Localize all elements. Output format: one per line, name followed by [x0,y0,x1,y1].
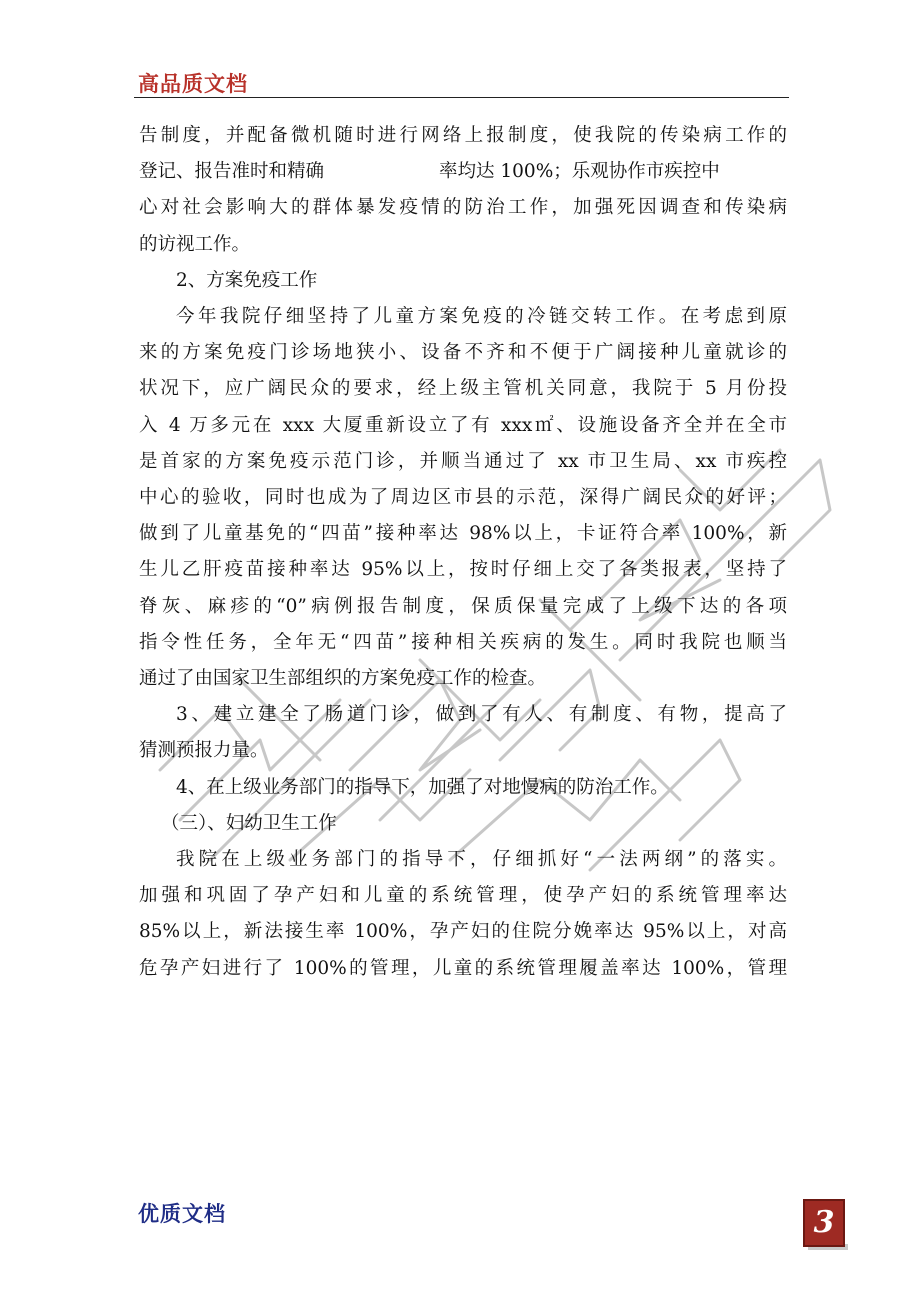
body-line: 4、在上级业务部门的指导下，加强了对地慢病的防治工作。 [176,776,669,798]
footer-title: 优质文档 [138,1202,226,1226]
body-line: 指令性任务，全年无“四苗”接种相关疾病的发生。同时我院也顺当 [139,631,787,653]
body-line: 是首家的方案免疫示范门诊，并顺当通过了 xx 市卫生局、xx 市疾控 [139,450,787,472]
section-heading: 2、方案免疫工作 [176,269,318,291]
body-line: 来的方案免疫门诊场地狭小、设备不齐和不便于广阔接种儿童就诊的 [139,342,787,364]
body-line: 通过了由国家卫生部组织的方案免疫工作的检查。 [139,668,547,690]
body-line: 3、建立建全了肠道门诊，做到了有人、有制度、有物，提高了 [176,704,787,726]
body-line: 今年我院仔细坚持了儿童方案免疫的冷链交转工作。在考虑到原 [176,306,787,328]
body-line: 入 4 万多元在 xxx 大厦重新设立了有 xxx㎡、设施设备齐全并在全市 [139,414,787,436]
body-line: 危孕产妇进行了 100%的管理，儿童的系统管理履盖率达 100%，管理 [139,957,787,979]
body-line-part: 率均达 100%；乐观协作市疾控中 [439,161,720,183]
body-line: 生儿乙肝疫苗接种率达 95%以上，按时仔细上交了各类报表，坚持了 [139,559,787,581]
body-line: 的访视工作。 [139,233,251,255]
header-title: 高品质文档 [138,72,248,96]
page-number-badge: 3 [803,1199,845,1247]
body-line: 状况下，应广阔民众的要求，经上级主管机关同意，我院于 5 月份投 [139,378,787,400]
body-line: 心对社会影响大的群体暴发疫情的防治工作，加强死因调查和传染病 [139,197,787,219]
document-body [139,118,787,987]
body-line: 脊灰、麻疹的“0”病例报告制度，保质保量完成了上级下达的各项 [139,595,787,617]
body-line: 加强和巩固了孕产妇和儿童的系统管理，使孕产妇的系统管理率达 [139,885,787,907]
header-divider [134,97,789,98]
body-line: 我院在上级业务部门的指导下，仔细抓好“一法两纲”的落实。 [176,849,787,871]
body-line: 中心的验收，同时也成为了周边区市县的示范，深得广阔民众的好评； [139,487,787,509]
body-line [139,154,787,190]
body-line: 85%以上，新法接生率 100%，孕产妇的住院分娩率达 95%以上，对高 [139,921,787,943]
body-line: 做到了儿童基免的“四苗”接种率达 98%以上，卡证符合率 100%，新 [139,523,787,545]
body-line-part: 登记、报告准时和精确 [139,161,325,183]
body-line: 猜测预报力量。 [139,740,269,762]
section-heading: （三）、妇幼卫生工作 [161,812,337,834]
body-line: 告制度，并配备微机随时进行网络上报制度，使我院的传染病工作的 [139,125,787,146]
